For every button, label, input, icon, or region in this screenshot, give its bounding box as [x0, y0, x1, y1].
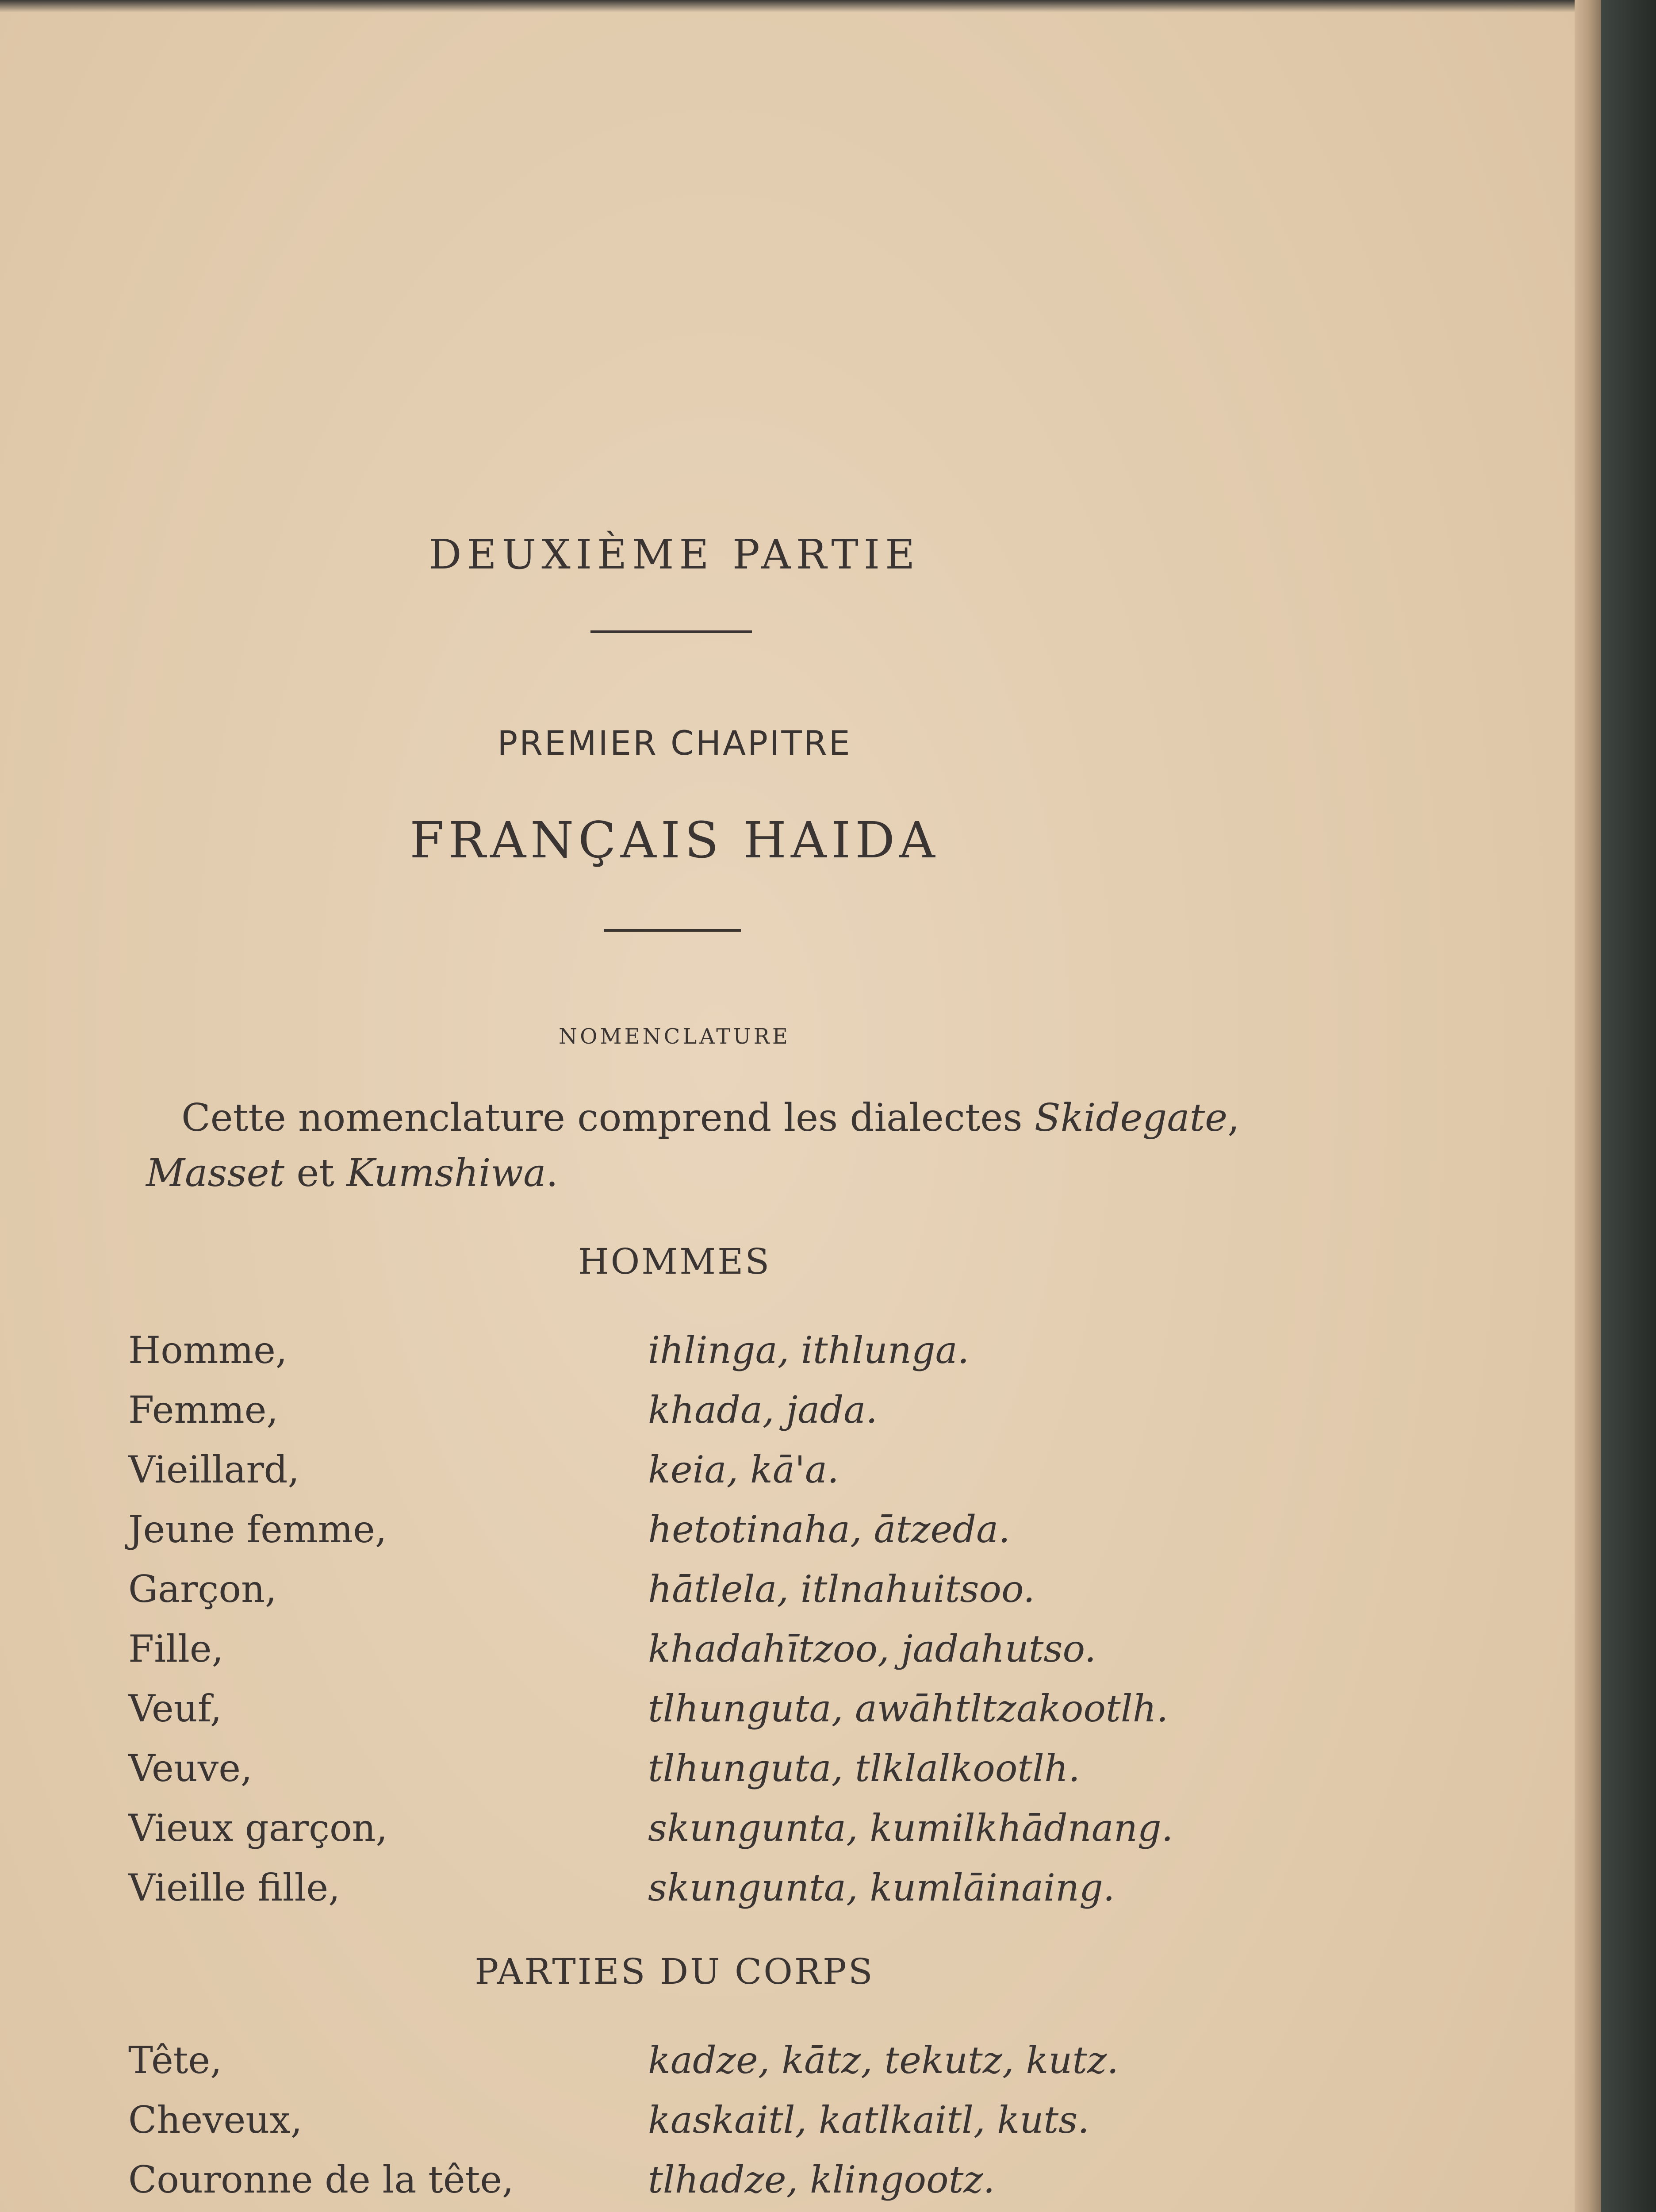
haida-term: tlhadze, klingootz.: [648, 2158, 995, 2201]
french-term: Jeune femme,: [128, 1508, 387, 1551]
haida-term: skungunta, kumilkhādnang.: [648, 1806, 1173, 1850]
vocab-entry: [128, 1858, 1322, 1918]
haida-term: ihlinga, ithlunga.: [648, 1329, 970, 1372]
vocab-entry: [128, 1679, 1322, 1739]
section-heading-parties-du-corps: PARTIES DU CORPS: [475, 1951, 874, 1992]
haida-term: tlhunguta, tlklalkootlh.: [648, 1747, 1080, 1790]
french-term: Couronne de la tête,: [128, 2158, 514, 2201]
intro-separator: et: [284, 1151, 347, 1195]
french-term: Vieille fille,: [128, 1866, 340, 1909]
dialect-name: Masset: [146, 1151, 285, 1195]
vocab-entry: [128, 1500, 1322, 1559]
haida-term: khada, jada.: [648, 1388, 878, 1432]
haida-term: tlhunguta, awāhtltzakootlh.: [648, 1687, 1169, 1730]
vocabulary-list-hommes: [128, 1321, 1322, 1918]
vocabulary-list-parties-du-corps: [128, 2031, 1322, 2210]
page-fore-edge: [1575, 0, 1601, 2212]
section-heading-hommes: HOMMES: [578, 1241, 771, 1282]
nomenclature-heading: NOMENCLATURE: [559, 1024, 790, 1049]
intro-paragraph: [146, 1091, 1278, 1201]
part-title: DEUXIÈME PARTIE: [429, 531, 920, 578]
french-term: Fille,: [128, 1627, 224, 1671]
dialect-name: Skidegate: [1034, 1096, 1228, 1140]
haida-term: hetotinaha, ātzeda.: [648, 1508, 1010, 1551]
intro-text: Cette nomenclature comprend les dialectes: [181, 1096, 1035, 1140]
book-binding: [1601, 0, 1656, 2212]
chapter-heading: PREMIER CHAPITRE: [497, 723, 852, 763]
vocab-entry: [128, 2031, 1322, 2090]
vocab-entry: [128, 2090, 1322, 2150]
dialect-name: Kumshiwa: [346, 1151, 546, 1195]
french-term: Femme,: [128, 1388, 279, 1432]
haida-term: keia, kā'a.: [648, 1448, 839, 1491]
vocab-entry: [128, 2150, 1322, 2210]
page-top-shadow: [0, 0, 1601, 12]
title-rule: [590, 630, 752, 633]
haida-term: kaskaitl, katlkaitl, kuts.: [648, 2098, 1089, 2142]
vocab-entry: [128, 1321, 1322, 1380]
haida-term: khadahītzoo, jadahutso.: [648, 1627, 1096, 1671]
haida-term: skungunta, kumlāinaing.: [648, 1866, 1115, 1909]
vocab-entry: [128, 1798, 1322, 1858]
haida-term: hātlela, itlnahuitsoo.: [648, 1567, 1035, 1611]
french-term: Cheveux,: [128, 2098, 303, 2142]
vocab-entry: [128, 1619, 1322, 1679]
french-term: Garçon,: [128, 1567, 277, 1611]
french-term: Veuve,: [128, 1747, 253, 1790]
main-title: FRANÇAIS HAIDA: [410, 812, 939, 869]
intro-end: .: [546, 1151, 558, 1195]
intro-separator: ,: [1227, 1096, 1240, 1140]
vocab-entry: [128, 1739, 1322, 1798]
french-term: Vieux garçon,: [128, 1806, 388, 1850]
french-term: Tête,: [128, 2039, 222, 2082]
vocab-entry: [128, 1380, 1322, 1440]
vocab-entry: [128, 1440, 1322, 1500]
haida-term: kadze, kātz, tekutz, kutz.: [648, 2039, 1119, 2082]
french-term: Veuf,: [128, 1687, 222, 1730]
vocab-entry: [128, 1559, 1322, 1619]
french-term: Homme,: [128, 1329, 288, 1372]
chapter-rule: [604, 929, 741, 932]
french-term: Vieillard,: [128, 1448, 300, 1491]
